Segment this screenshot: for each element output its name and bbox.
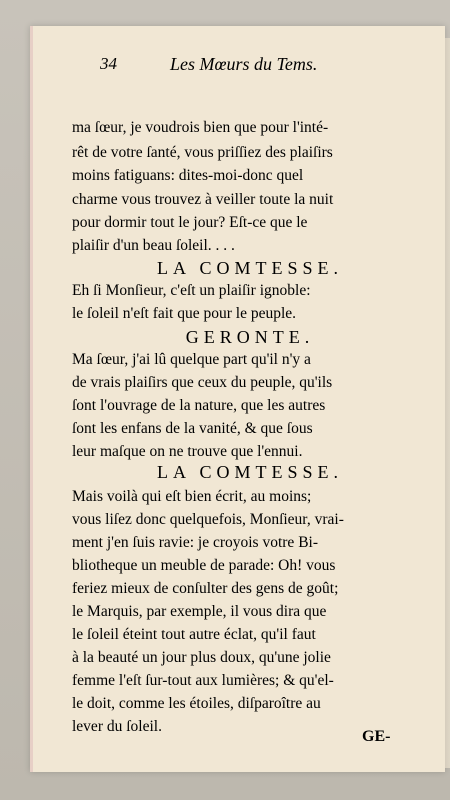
text-line: moins fatiguans: dites-moi-donc quel [72,167,304,184]
text-line: Ma ſœur, j'ai lû quelque part qu'il n'y a [72,351,311,368]
text-line: ment j'en ſuis ravie: je croyois votre Bi- [72,534,318,551]
catchword: GE- [362,728,391,745]
text-line: à la beauté un jour plus doux, qu'une jolie [72,649,331,666]
text-line: bliotheque un meuble de parade: Oh! vous [72,557,336,574]
text-line: femme l'eſt ſur-tout aux lumières; & qu'el- [72,672,334,689]
text-line: feriez mieux de conſulter des gens de goût; [72,580,339,597]
page-header [30,54,450,82]
text-line: ſont l'ouvrage de la nature, que les autres [72,397,326,414]
text-line: le doit, comme les étoiles, diſparoître au [72,695,321,712]
text-line: le ſoleil n'eſt fait que pour le peuple. [72,305,297,322]
speaker-name: LA COMTESSE. [156,258,344,278]
speaker-name: GERONTE. [185,327,315,347]
page-number: 34 [100,54,117,73]
text-line: ma ſœur, je voudrois bien que pour l'inté- [72,119,329,136]
text-line: plaiſir d'un beau ſoleil. . . . [72,237,235,254]
page-edge [445,38,450,768]
text-line: pour dormir tout le jour? Eſt-ce que le [72,214,308,231]
speaker-name: LA COMTESSE. [156,462,344,482]
text-line: rêt de votre ſanté, vous priſſiez des plaiſirs [72,144,333,161]
text-line: Mais voilà qui eſt bien écrit, au moins; [72,488,312,505]
text-line: charme vous trouvez à veiller toute la nuit [72,191,334,208]
text-line: vous liſez donc quelquefois, Monſieur, vrai- [72,511,344,528]
text-line: leur maſque on ne trouve que l'ennui. [72,443,303,460]
text-line: Eh ſi Monſieur, c'eſt un plaiſir ignoble: [72,282,311,299]
text-line: lever du ſoleil. [72,718,162,735]
text-line: le Marquis, par exemple, il vous dira que [72,603,327,620]
running-title: Les Mœurs du Tems. [170,54,318,74]
text-line: de vrais plaiſirs que ceux du peuple, qu'ils [72,374,333,391]
text-line: ſont les enfans de la vanité, & que ſous [72,420,313,437]
text-line: le ſoleil éteint tout autre éclat, qu'il faut [72,626,316,643]
